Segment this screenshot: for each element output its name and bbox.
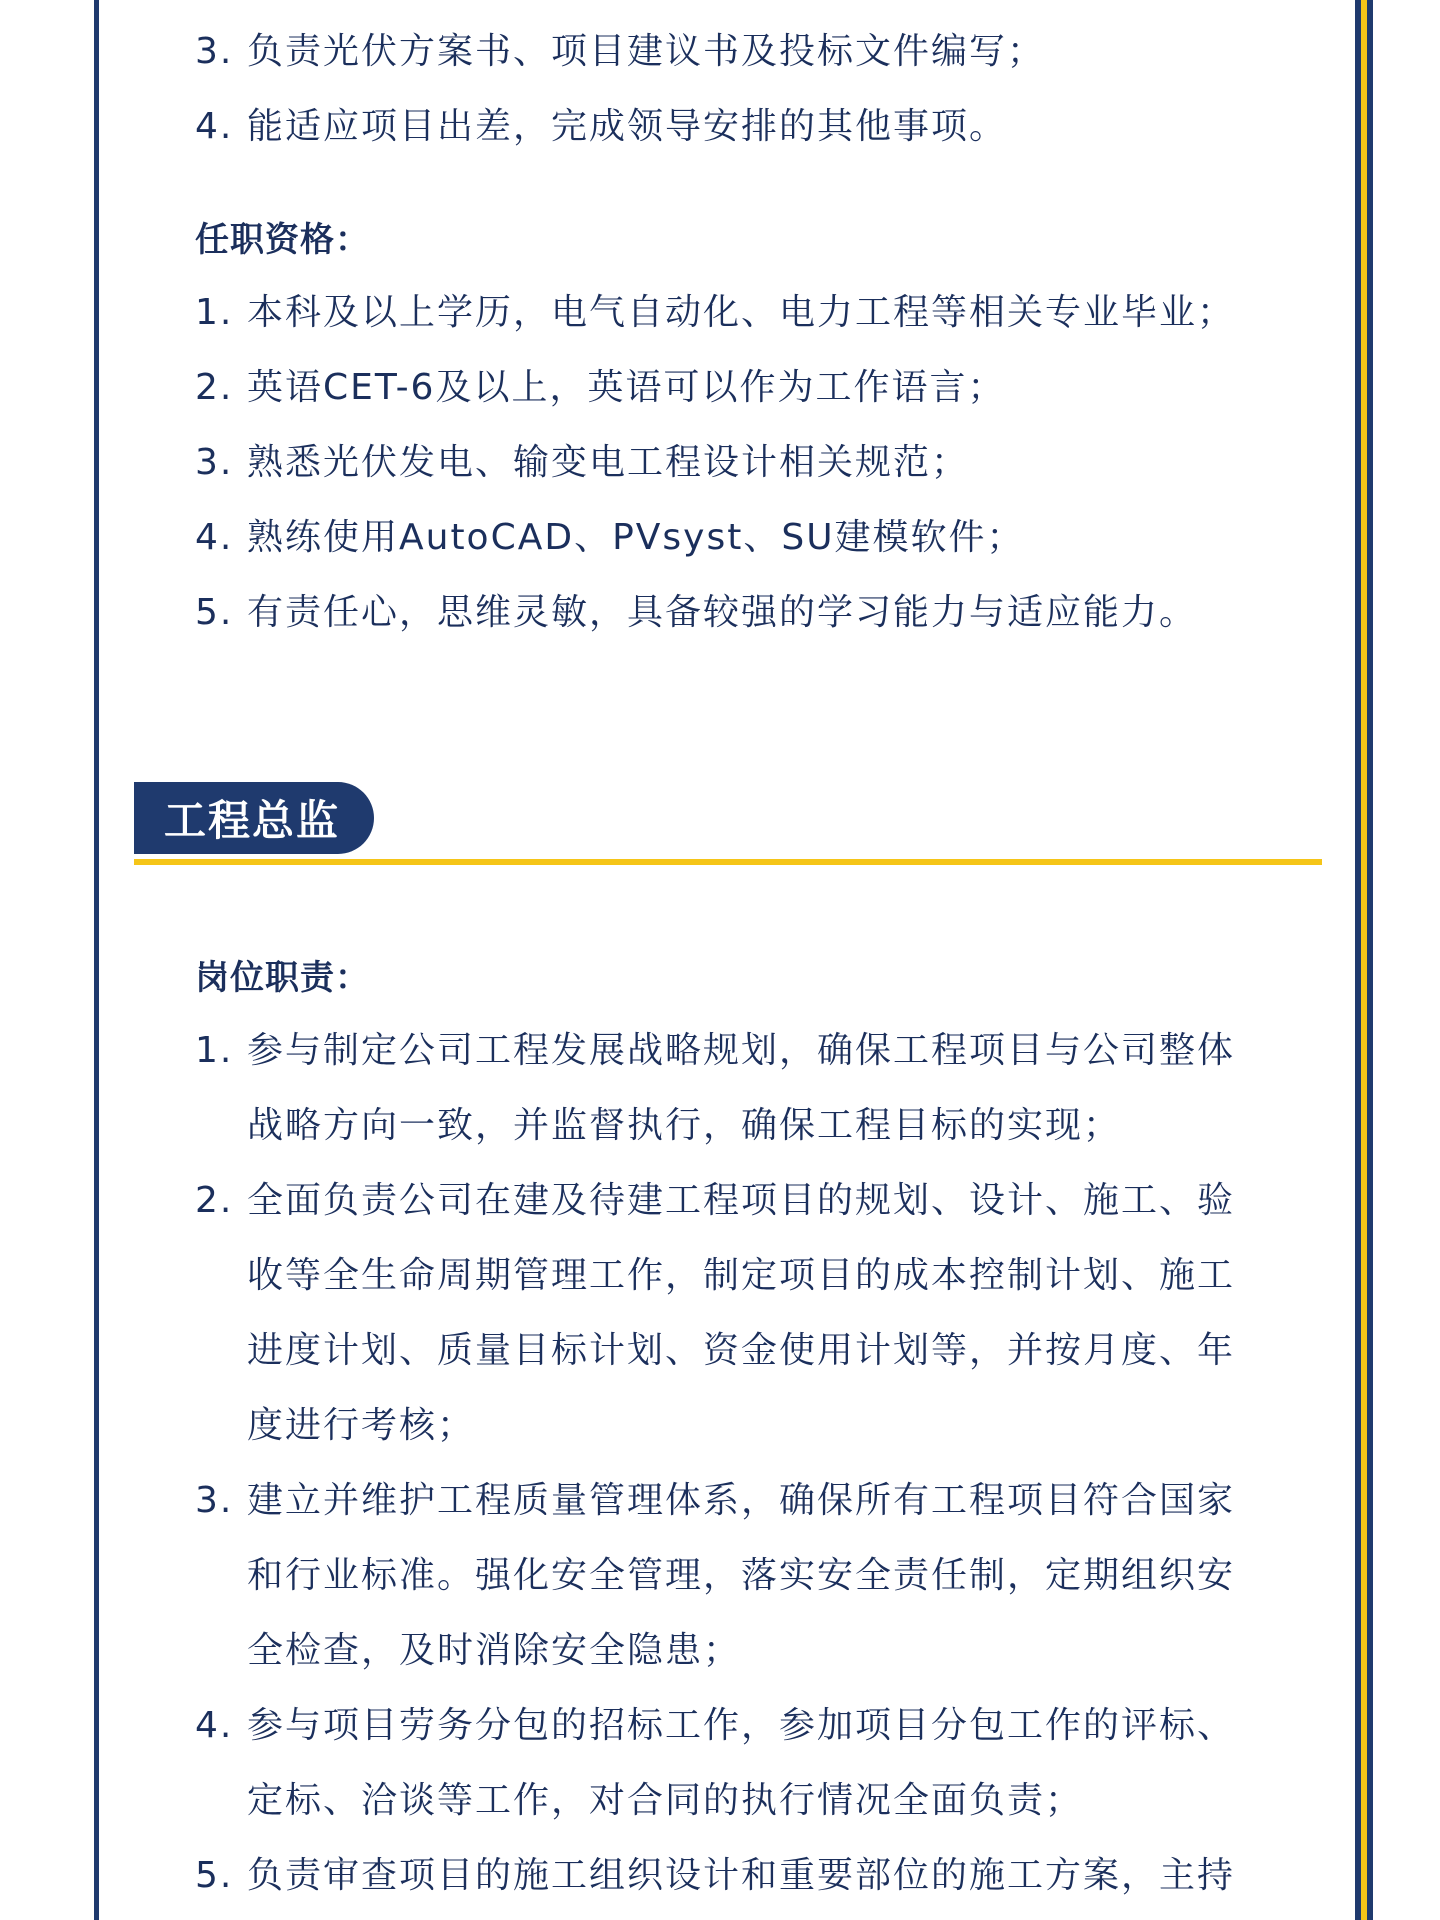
item-number: 5. <box>195 1855 234 1896</box>
item-text-line: 全面负责公司在建及待建工程项目的规划、设计、施工、验 <box>247 1180 1236 1221</box>
previous-duties-block <box>195 14 1320 164</box>
item-text-line: 定标、洽谈等工作，对合同的执行情况全面负责； <box>247 1780 1084 1821</box>
item-text-line: 进度计划、质量目标计划、资金使用计划等，并按月度、年 <box>247 1330 1236 1371</box>
list-item <box>195 275 1320 350</box>
item-text-line: 建立并维护工程质量管理体系，确保所有工程项目符合国家 <box>247 1480 1236 1521</box>
heading-underline <box>134 859 1322 865</box>
list-item <box>195 425 1320 500</box>
item-number: 2. <box>195 1180 234 1221</box>
item-text-line: 度进行考核； <box>247 1405 476 1446</box>
item-text-line: 参与制定公司工程发展战略规划，确保工程项目与公司整体 <box>247 1030 1236 1071</box>
list-item <box>195 1463 1320 1688</box>
qualifications-block <box>195 212 1320 650</box>
item-number: 4. <box>195 1705 234 1746</box>
frame-left-border <box>94 0 99 1920</box>
item-text-line: 参与项目劳务分包的招标工作，参加项目分包工作的评标、 <box>247 1705 1236 1746</box>
item-number: 2. <box>195 367 234 408</box>
qualifications-list <box>195 275 1320 650</box>
list-item <box>195 14 1320 89</box>
position-heading: 工程总监 <box>164 796 341 845</box>
item-number: 1. <box>195 292 234 333</box>
list-item <box>195 89 1320 164</box>
previous-duties-list <box>195 14 1320 164</box>
item-number: 3. <box>195 31 234 72</box>
list-item <box>195 350 1320 425</box>
item-text: 能适应项目出差，完成领导安排的其他事项。 <box>247 106 1008 147</box>
item-number: 3. <box>195 1480 234 1521</box>
list-item <box>195 1163 1320 1463</box>
item-number: 5. <box>195 592 234 633</box>
item-number: 3. <box>195 442 234 483</box>
frame-right-accent-stripe <box>1361 0 1367 1920</box>
item-text: 有责任心，思维灵敏，具备较强的学习能力与适应能力。 <box>247 592 1198 633</box>
item-number: 4. <box>195 517 234 558</box>
list-item <box>195 1838 1320 1913</box>
list-item <box>195 1013 1320 1163</box>
item-number: 4. <box>195 106 234 147</box>
item-text-line: 全检查，及时消除安全隐患； <box>247 1630 742 1671</box>
list-item <box>195 1688 1320 1838</box>
item-text-line: 和行业标准。强化安全管理，落实安全责任制，定期组织安 <box>247 1555 1236 1596</box>
item-text: 英语CET-6及以上，英语可以作为工作语言； <box>247 367 1006 408</box>
list-item <box>195 575 1320 650</box>
list-item <box>195 500 1320 575</box>
qualifications-title: 任职资格： <box>195 220 370 260</box>
item-text: 熟悉光伏发电、输变电工程设计相关规范； <box>247 442 970 483</box>
position-heading-badge <box>134 782 374 854</box>
duties-list <box>195 1013 1320 1913</box>
item-text-line: 负责审查项目的施工组织设计和重要部位的施工方案，主持 <box>247 1855 1236 1896</box>
duties-block <box>195 950 1320 1913</box>
item-text: 负责光伏方案书、项目建议书及投标文件编写； <box>247 31 1046 72</box>
item-text: 熟练使用AutoCAD、PVsyst、SU建模软件； <box>247 517 1025 558</box>
item-number: 1. <box>195 1030 234 1071</box>
item-text-line: 战略方向一致，并监督执行，确保工程目标的实现； <box>247 1105 1122 1146</box>
item-text: 本科及以上学历，电气自动化、电力工程等相关专业毕业； <box>247 292 1236 333</box>
duties-title: 岗位职责： <box>195 958 370 998</box>
item-text-line: 收等全生命周期管理工作，制定项目的成本控制计划、施工 <box>247 1255 1236 1296</box>
